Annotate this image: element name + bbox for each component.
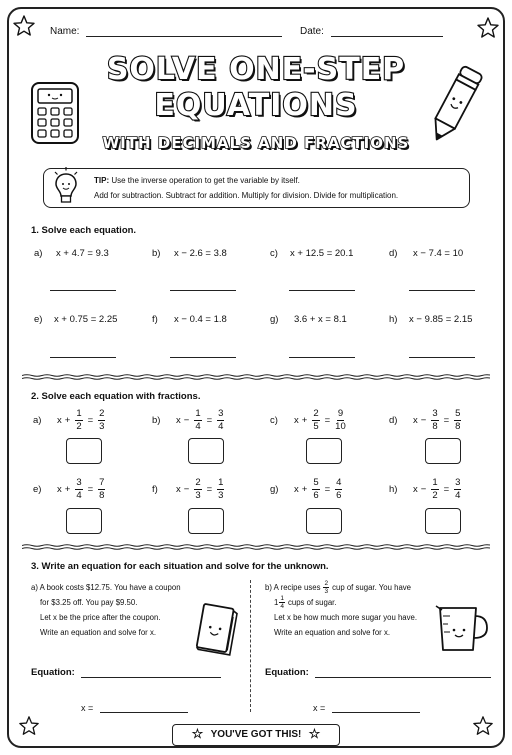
lightbulb-icon (52, 166, 80, 208)
problem-2g: g) x + $\frac{5}{6}$ = $\frac{4}{6}$ (270, 477, 342, 501)
x-answer-b[interactable]: x = (313, 703, 420, 713)
banner-text: YOU'VE GOT THIS! (210, 729, 302, 740)
answer-box-2c[interactable] (306, 438, 342, 464)
star-icon: ☆ (308, 727, 321, 742)
wavy-divider (22, 374, 490, 380)
problem-2d: d) x − $\frac{3}{8}$ = $\frac{5}{8}$ (389, 408, 461, 432)
title-line-3: WITH DECIMALS AND FRACTIONS (102, 134, 410, 152)
measuring-cup-icon (432, 602, 490, 654)
answer-line-1a[interactable] (50, 290, 116, 291)
problem-2e: e) x + $\frac{3}{4}$ = $\frac{7}{8}$ (33, 477, 105, 501)
tip-box (43, 168, 470, 208)
problem-1h: h) x − 9.85 = 2.15 (389, 314, 473, 325)
x-answer-a[interactable]: x = (81, 703, 188, 713)
answer-box-2g[interactable] (306, 508, 342, 534)
star-icon (476, 16, 500, 40)
equation-line-a[interactable] (81, 668, 221, 678)
answer-line-1e[interactable] (50, 357, 116, 358)
x-answer-line-a[interactable] (100, 703, 188, 713)
title-line-2: EQUATIONS (154, 88, 358, 123)
problem-2c: c) x + $\frac{2}{5}$ = $\frac{9}{10}$ (270, 408, 346, 432)
name-field[interactable] (50, 26, 282, 37)
column-divider (250, 580, 251, 712)
answer-line-1b[interactable] (170, 290, 236, 291)
tip-line-2: Add for subtraction. Subtract for addition. Multiply for division. Divide for multiplication. (94, 191, 399, 200)
problem-2f: f) x − $\frac{2}{3}$ = $\frac{1}{3}$ (152, 477, 224, 501)
equation-field-a[interactable]: Equation: (31, 667, 221, 678)
tip-line-1: TIP: Use the inverse operation to get the variable by itself. (94, 176, 300, 185)
problem-2b: b) x − $\frac{1}{4}$ = $\frac{3}{4}$ (152, 408, 224, 432)
answer-box-2a[interactable] (66, 438, 102, 464)
date-line[interactable] (331, 27, 443, 37)
section-2-heading: 2. Solve each equation with fractions. (31, 391, 201, 402)
answer-line-1d[interactable] (409, 290, 475, 291)
date-label: Date: (300, 26, 324, 37)
problem-1b: b) x − 2.6 = 3.8 (152, 248, 227, 259)
equation-line-b[interactable] (315, 668, 491, 678)
star-icon (12, 14, 36, 38)
encouragement-banner (172, 724, 340, 746)
answer-box-2d[interactable] (425, 438, 461, 464)
problem-2h: h) x − $\frac{1}{2}$ = $\frac{3}{4}$ (389, 477, 461, 501)
answer-box-2e[interactable] (66, 508, 102, 534)
answer-line-1g[interactable] (289, 357, 355, 358)
title-line-1: SOLVE ONE-STEP (106, 52, 406, 87)
answer-box-2h[interactable] (425, 508, 461, 534)
star-icon (18, 715, 40, 737)
star-icon: ☆ (191, 727, 204, 742)
answer-line-1h[interactable] (409, 357, 475, 358)
equation-field-b[interactable]: Equation: (265, 667, 491, 678)
problem-1e: e) x + 0.75 = 2.25 (34, 314, 118, 325)
x-answer-line-b[interactable] (332, 703, 420, 713)
answer-box-2b[interactable] (188, 438, 224, 464)
answer-box-2f[interactable] (188, 508, 224, 534)
section-1-heading: 1. Solve each equation. (31, 225, 137, 236)
problem-1a: a) x + 4.7 = 9.3 (34, 248, 109, 259)
word-problem-b: b) A recipe uses $\frac{2}{3}$ cup of sugar. You have 1 $\frac{1}{4}$ cups of sugar. Let x be how much more sugar you have. Write an equation and solve for x. (265, 580, 418, 637)
answer-line-1c[interactable] (289, 290, 355, 291)
pencil-icon (424, 62, 486, 148)
section-3-heading: 3. Write an equation for each situation and solve for the unknown. (31, 561, 329, 572)
calculator-icon (28, 80, 84, 146)
name-label: Name: (50, 26, 80, 37)
star-icon (472, 715, 494, 737)
problem-2a: a) x + $\frac{1}{2}$ = $\frac{2}{3}$ (33, 408, 105, 432)
problem-1c: c) x + 12.5 = 20.1 (270, 248, 354, 259)
book-icon (190, 600, 240, 658)
word-problem-a: a) A book costs $12.75. You have a coupon for $3.25 off. You pay $9.50. Let x be the price after the coupon. Write an equation and solve for x. (31, 583, 181, 637)
problem-1f: f) x − 0.4 = 1.8 (152, 314, 227, 325)
name-line[interactable] (86, 27, 282, 37)
answer-line-1f[interactable] (170, 357, 236, 358)
problem-1d: d) x − 7.4 = 10 (389, 248, 464, 259)
wavy-divider (22, 544, 490, 550)
problem-1g: g) 3.6 + x = 8.1 (270, 314, 347, 325)
date-field[interactable] (300, 26, 443, 37)
